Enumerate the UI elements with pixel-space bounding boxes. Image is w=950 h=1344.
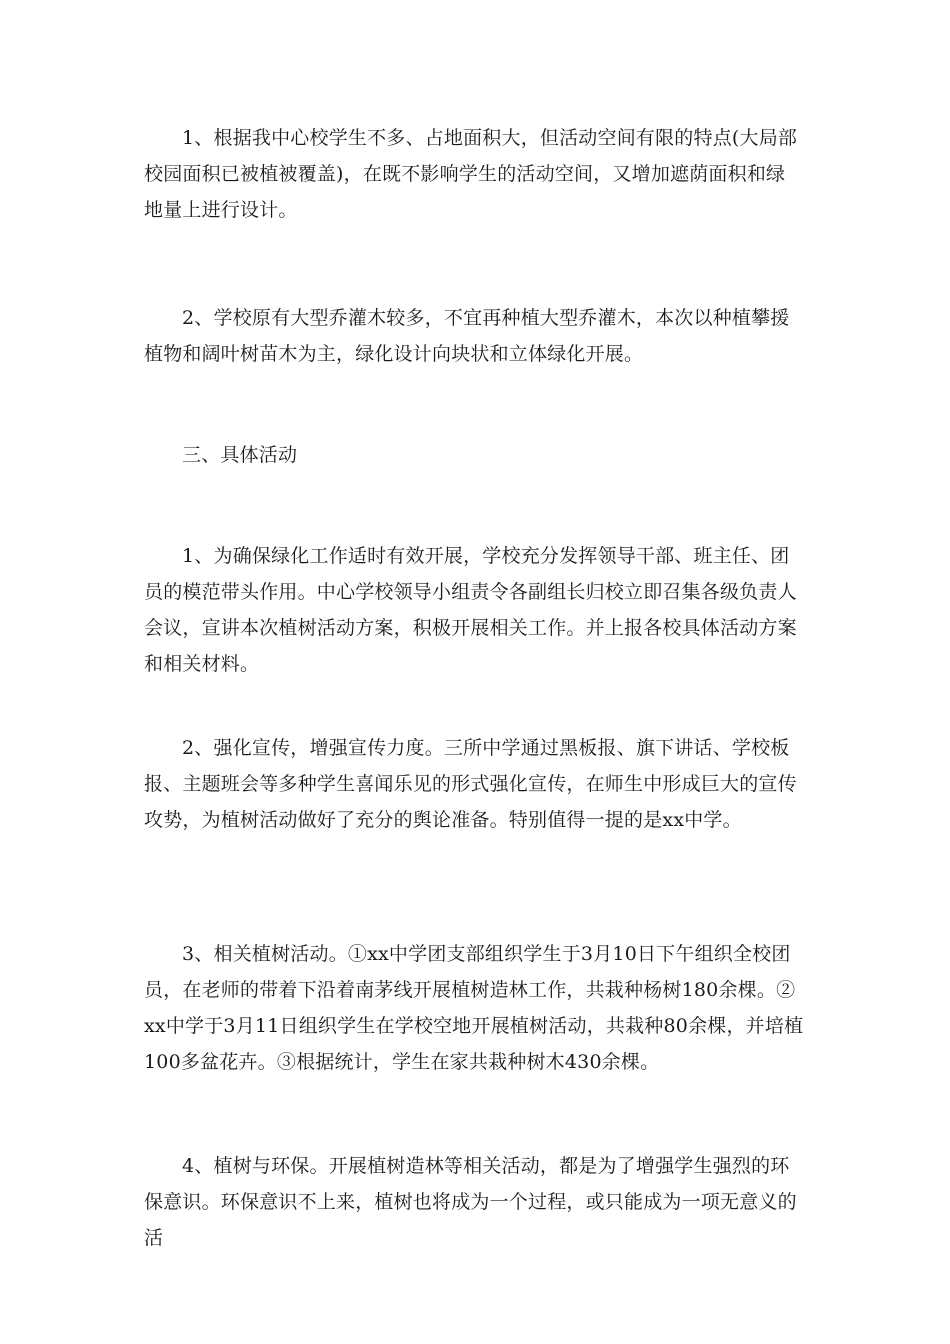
paragraph-planting-activities: 3、相关植树活动。①xx中学团支部组织学生于3月10日下午组织全校团员，在老师的带着下沿着南茅线开展植树造林工作，共栽种杨树180余棵。②xx中学于3月11日组织学生在学校空地开展植树活动，共栽种80余棵，并培植100多盆花卉。③根据统计，学生在家共栽种树木430余棵。 [144,943,804,1073]
paragraph-environmental: 4、植树与环保。开展植树造林等相关活动，都是为了增强学生强烈的环保意识。环保意识不上来，植树也将成为一个过程，或只能成为一项无意义的活 [144,1155,797,1249]
paragraph-campus-space: 1、根据我中心校学生不多、占地面积大，但活动空间有限的特点(大局部校园面积已被植被覆盖)，在既不影响学生的活动空间，又增加遮荫面积和绿地量上进行设计。 [144,127,798,221]
paragraph-leadership: 1、为确保绿化工作适时有效开展，学校充分发挥领导干部、班主任、团员的模范带头作用。中心学校领导小组责令各副组长归校立即召集各级负责人会议，宣讲本次植树活动方案，积极开展相关工作。并上报各校具体活动方案和相关材料。 [144,545,797,675]
paragraph-publicity: 2、强化宣传，增强宣传力度。三所中学通过黑板报、旗下讲话、学校板报、主题班会等多种学生喜闻乐见的形式强化宣传，在师生中形成巨大的宣传攻势，为植树活动做好了充分的舆论准备。特别值得一提的是xx中学。 [144,737,797,831]
section-heading-specific-activities: 三、具体活动 [182,444,298,466]
paragraph-existing-trees: 2、学校原有大型乔灌木较多，不宜再种植大型乔灌木，本次以种植攀援植物和阔叶树苗木为主，绿化设计向块状和立体绿化开展。 [144,307,790,365]
